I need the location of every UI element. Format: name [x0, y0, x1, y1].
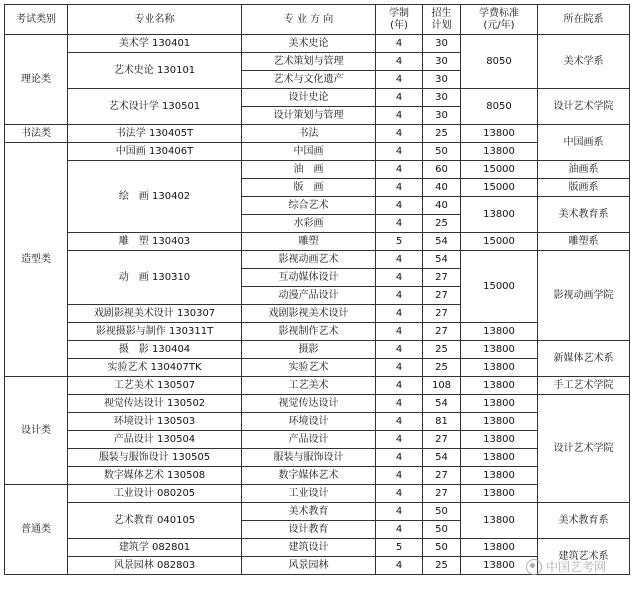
dept-cell: 美术学系 [538, 35, 630, 89]
years-cell: 4 [376, 53, 423, 71]
dept-cell: 影视动画学院 [538, 251, 630, 341]
direction-cell: 互动媒体设计 [242, 269, 376, 287]
tuition-cell: 13800 [461, 431, 538, 449]
quota-cell: 50 [423, 143, 461, 161]
header-tuition-line1: 学费标准 [479, 7, 519, 19]
header-tuition-line2: (元/年) [483, 19, 515, 31]
tuition-cell: 13800 [461, 485, 538, 503]
tuition-cell: 15000 [461, 161, 538, 179]
major-cell: 视觉传达设计 130502 [68, 395, 242, 413]
quota-cell: 27 [423, 431, 461, 449]
major-cell: 美术学 130401 [68, 35, 242, 53]
tuition-cell: 13800 [461, 197, 538, 233]
quota-cell: 27 [423, 323, 461, 341]
years-cell: 4 [376, 71, 423, 89]
years-cell: 4 [376, 161, 423, 179]
major-cell: 工业设计 080205 [68, 485, 242, 503]
direction-cell: 实验艺术 [242, 359, 376, 377]
quota-cell: 30 [423, 35, 461, 53]
tuition-cell: 13800 [461, 539, 538, 557]
direction-cell: 工艺美术 [242, 377, 376, 395]
direction-cell: 美术教育 [242, 503, 376, 521]
years-cell: 4 [376, 557, 423, 575]
quota-cell: 30 [423, 53, 461, 71]
quota-cell: 60 [423, 161, 461, 179]
years-cell: 4 [376, 269, 423, 287]
direction-cell: 产品设计 [242, 431, 376, 449]
dept-cell: 手工艺术学院 [538, 377, 630, 395]
quota-cell: 54 [423, 251, 461, 269]
quota-cell: 30 [423, 71, 461, 89]
quota-cell: 30 [423, 89, 461, 107]
major-cell: 艺术史论 130101 [68, 53, 242, 89]
dept-cell: 建筑艺术系 [538, 539, 630, 575]
watermark-text: 中国艺考网 [545, 560, 606, 574]
tuition-cell: 13800 [461, 449, 538, 467]
table-row [5, 323, 630, 341]
major-cell: 艺术教育 040105 [68, 503, 242, 539]
major-cell: 服装与服饰设计 130505 [68, 449, 242, 467]
table-row [5, 359, 630, 377]
tuition-cell: 13800 [461, 377, 538, 395]
direction-cell: 美术史论 [242, 35, 376, 53]
quota-cell: 50 [423, 539, 461, 557]
category-cell: 造型类 [5, 143, 68, 377]
quota-cell: 54 [423, 233, 461, 251]
direction-cell: 综合艺术 [242, 197, 376, 215]
table-row [5, 503, 630, 521]
tuition-cell: 13800 [461, 395, 538, 413]
header-category: 考试类别 [5, 5, 68, 35]
dept-cell: 雕塑系 [538, 233, 630, 251]
major-cell: 书法学 130405T [68, 125, 242, 143]
major-cell: 艺术设计学 130501 [68, 89, 242, 125]
tuition-cell: 8050 [461, 89, 538, 125]
direction-cell: 影视动画艺术 [242, 251, 376, 269]
table-row [5, 395, 630, 413]
tuition-cell: 13800 [461, 125, 538, 143]
years-cell: 4 [376, 467, 423, 485]
dept-cell: 美术教育系 [538, 197, 630, 233]
tuition-cell: 13800 [461, 503, 538, 539]
tuition-cell: 8050 [461, 35, 538, 89]
dept-cell: 中国画系 [538, 125, 630, 161]
header-dept: 所在院系 [538, 5, 630, 35]
table-row [5, 539, 630, 557]
quota-cell: 50 [423, 521, 461, 539]
major-cell: 戏剧影视美术设计 130307 [68, 305, 242, 323]
direction-cell: 艺术与文化遗产 [242, 71, 376, 89]
years-cell: 4 [376, 503, 423, 521]
direction-cell: 油 画 [242, 161, 376, 179]
category-cell: 设计类 [5, 377, 68, 485]
direction-cell: 书法 [242, 125, 376, 143]
header-direction: 专 业 方 向 [242, 5, 376, 35]
quota-cell: 27 [423, 305, 461, 323]
dept-cell: 新媒体艺术系 [538, 341, 630, 377]
dept-cell: 美术教育系 [538, 503, 630, 539]
direction-cell: 艺术策划与管理 [242, 53, 376, 71]
years-cell: 4 [376, 251, 423, 269]
years-cell: 4 [376, 431, 423, 449]
tuition-cell: 13800 [461, 323, 538, 341]
tuition-cell: 13800 [461, 413, 538, 431]
quota-cell: 27 [423, 287, 461, 305]
quota-cell: 50 [423, 503, 461, 521]
table-body [5, 35, 630, 575]
years-cell: 4 [376, 395, 423, 413]
quota-cell: 25 [423, 557, 461, 575]
header-quota-line2: 计划 [431, 19, 452, 31]
table-row [5, 449, 630, 467]
table-row [5, 125, 630, 143]
watermark [526, 558, 606, 575]
table-row [5, 35, 630, 53]
years-cell: 4 [376, 359, 423, 377]
years-cell: 4 [376, 413, 423, 431]
tuition-cell: 13800 [461, 359, 538, 377]
direction-cell: 设计史论 [242, 89, 376, 107]
years-cell: 4 [376, 377, 423, 395]
direction-cell: 动漫产品设计 [242, 287, 376, 305]
direction-cell: 风景园林 [242, 557, 376, 575]
years-cell: 5 [376, 539, 423, 557]
major-cell: 动 画 130310 [68, 251, 242, 305]
dept-cell: 设计艺术学院 [538, 89, 630, 125]
tuition-cell: 15000 [461, 251, 538, 323]
direction-cell: 设计教育 [242, 521, 376, 539]
years-cell: 5 [376, 233, 423, 251]
quota-cell: 30 [423, 107, 461, 125]
quota-cell: 25 [423, 359, 461, 377]
years-cell: 4 [376, 215, 423, 233]
dept-cell: 油画系 [538, 161, 630, 179]
direction-cell: 工业设计 [242, 485, 376, 503]
years-cell: 4 [376, 287, 423, 305]
quota-cell: 81 [423, 413, 461, 431]
header-row [5, 5, 630, 35]
header-years-line2: (年) [390, 19, 408, 31]
years-cell: 4 [376, 521, 423, 539]
tuition-cell: 13800 [461, 143, 538, 161]
header-quota [423, 5, 461, 35]
tuition-cell: 15000 [461, 233, 538, 251]
quota-cell: 27 [423, 485, 461, 503]
major-cell: 风景园林 082803 [68, 557, 242, 575]
years-cell: 4 [376, 89, 423, 107]
years-cell: 4 [376, 107, 423, 125]
table-row [5, 431, 630, 449]
direction-cell: 戏剧影视美术设计 [242, 305, 376, 323]
quota-cell: 40 [423, 179, 461, 197]
years-cell: 4 [376, 341, 423, 359]
quota-cell: 54 [423, 449, 461, 467]
major-cell: 摄 影 130404 [68, 341, 242, 359]
category-cell: 理论类 [5, 35, 68, 125]
tuition-cell: 13800 [461, 341, 538, 359]
quota-cell: 25 [423, 215, 461, 233]
dept-cell: 设计艺术学院 [538, 395, 630, 503]
table-row [5, 413, 630, 431]
tuition-cell: 13800 [461, 467, 538, 485]
direction-cell: 设计策划与管理 [242, 107, 376, 125]
enrollment-table [4, 4, 630, 575]
dept-cell: 版画系 [538, 179, 630, 197]
tuition-cell: 15000 [461, 179, 538, 197]
major-cell: 影视摄影与制作 130311T [68, 323, 242, 341]
major-cell: 产品设计 130504 [68, 431, 242, 449]
years-cell: 4 [376, 449, 423, 467]
header-major: 专业名称 [68, 5, 242, 35]
quota-cell: 54 [423, 395, 461, 413]
table-row [5, 341, 630, 359]
years-cell: 4 [376, 125, 423, 143]
major-cell: 数字媒体艺术 130508 [68, 467, 242, 485]
direction-cell: 数字媒体艺术 [242, 467, 376, 485]
direction-cell: 建筑设计 [242, 539, 376, 557]
direction-cell: 环境设计 [242, 413, 376, 431]
table-row [5, 161, 630, 179]
quota-cell: 27 [423, 269, 461, 287]
tuition-cell: 13800 [461, 557, 538, 575]
years-cell: 4 [376, 485, 423, 503]
major-cell: 工艺美术 130507 [68, 377, 242, 395]
header-years [376, 5, 423, 35]
quota-cell: 25 [423, 341, 461, 359]
major-cell: 绘 画 130402 [68, 161, 242, 233]
years-cell: 4 [376, 197, 423, 215]
years-cell: 4 [376, 35, 423, 53]
table-row [5, 89, 630, 107]
category-cell: 书法类 [5, 125, 68, 143]
major-cell: 中国画 130406T [68, 143, 242, 161]
quota-cell: 108 [423, 377, 461, 395]
table-row [5, 467, 630, 485]
quota-cell: 40 [423, 197, 461, 215]
header-quota-line1: 招生 [431, 7, 452, 19]
table-row [5, 251, 630, 269]
quota-cell: 27 [423, 467, 461, 485]
years-cell: 4 [376, 305, 423, 323]
direction-cell: 中国画 [242, 143, 376, 161]
header-years-line1: 学制 [389, 7, 409, 19]
header-tuition [461, 5, 538, 35]
direction-cell: 雕塑 [242, 233, 376, 251]
direction-cell: 版 画 [242, 179, 376, 197]
direction-cell: 影视制作艺术 [242, 323, 376, 341]
major-cell: 环境设计 130503 [68, 413, 242, 431]
years-cell: 4 [376, 143, 423, 161]
major-cell: 雕 塑 130403 [68, 233, 242, 251]
table-row [5, 377, 630, 395]
table-row [5, 233, 630, 251]
direction-cell: 水彩画 [242, 215, 376, 233]
quota-cell: 25 [423, 125, 461, 143]
wechat-icon [526, 559, 542, 575]
years-cell: 4 [376, 179, 423, 197]
direction-cell: 服装与服饰设计 [242, 449, 376, 467]
major-cell: 建筑学 082801 [68, 539, 242, 557]
table-row [5, 485, 630, 503]
category-cell: 普通类 [5, 485, 68, 575]
table-row [5, 143, 630, 161]
major-cell: 实验艺术 130407TK [68, 359, 242, 377]
direction-cell: 视觉传达设计 [242, 395, 376, 413]
years-cell: 4 [376, 323, 423, 341]
direction-cell: 摄影 [242, 341, 376, 359]
